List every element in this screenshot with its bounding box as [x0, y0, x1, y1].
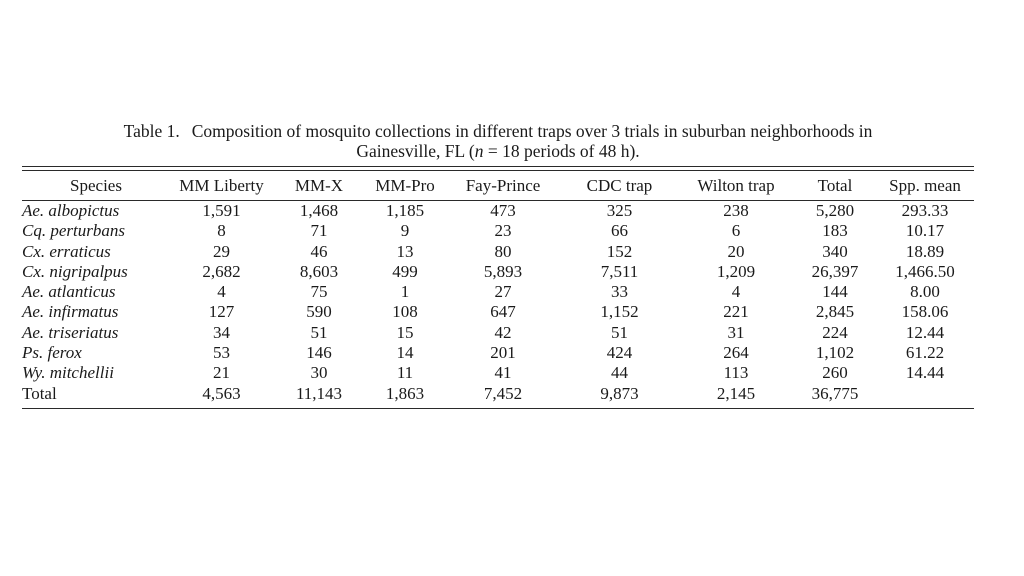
table-cell: 6 [731, 221, 741, 241]
table-cell: 12.44 [905, 322, 945, 342]
table-cell: 8 [217, 221, 226, 241]
table-row [22, 323, 974, 343]
table-cell: 473 [490, 201, 516, 220]
table-cell: 66 [611, 221, 628, 241]
table-cell: 14 [396, 343, 414, 363]
species-name: Cx. erraticus [22, 241, 111, 261]
table-cell: 1,468 [299, 201, 339, 220]
species-name: Cx. nigripalpus [22, 261, 128, 281]
table-row [22, 363, 974, 383]
table-cell: 1,209 [716, 261, 756, 281]
table-row [22, 242, 974, 262]
table-row [22, 343, 974, 363]
mosquito-table [22, 171, 974, 404]
table-cell: 11,143 [295, 383, 343, 403]
table-body [22, 201, 974, 404]
caption-line-2 [22, 141, 974, 161]
table-cell: 4 [217, 282, 226, 302]
table-cell: 499 [392, 261, 418, 281]
table-cell: 325 [606, 201, 633, 220]
table-caption [22, 121, 974, 161]
table-cell: 183 [822, 221, 848, 241]
table-cell: 127 [208, 302, 235, 322]
table-cell: 9,873 [600, 383, 639, 403]
table-cell: 5,280 [815, 201, 855, 220]
table-cell: 14.44 [905, 363, 945, 383]
table-cell: 590 [306, 302, 332, 322]
column-header: Wilton trap [697, 176, 775, 195]
table-cell: 340 [822, 241, 848, 261]
column-header: MM Liberty [179, 176, 264, 195]
column-header: Spp. mean [889, 176, 961, 195]
table-cell: 31 [727, 322, 745, 342]
table-cell: 42 [494, 322, 512, 342]
species-name: Ae. albopictus [22, 201, 120, 220]
table-row [22, 282, 974, 302]
caption-variable: n [474, 141, 484, 161]
table-cell: 36,775 [811, 383, 859, 403]
data-table-container [22, 166, 974, 409]
table-cell: 260 [822, 363, 848, 383]
table-cell: 293.33 [901, 201, 949, 220]
table-cell: 21 [213, 363, 230, 383]
table-cell: 51 [611, 322, 628, 342]
table-cell: 158.06 [901, 302, 949, 322]
species-name: Cq. perturbans [22, 221, 125, 241]
table-row [22, 262, 974, 282]
table-cell: 7,511 [600, 261, 639, 281]
table-row [22, 302, 974, 322]
table-cell: 10.17 [905, 221, 945, 241]
bottom-rule [22, 408, 974, 409]
table-cell: 152 [606, 241, 633, 261]
total-row [22, 384, 974, 404]
species-name: Ps. ferox [22, 343, 82, 363]
table-cell: 9 [400, 221, 410, 241]
species-name: Ae. infirmatus [22, 302, 119, 322]
table-cell: 51 [310, 322, 328, 342]
table-cell: 146 [306, 343, 332, 363]
table-cell: 5,893 [483, 261, 523, 281]
table-cell: 224 [822, 322, 848, 342]
caption-line-1 [22, 121, 974, 141]
table-cell: 46 [310, 241, 328, 261]
caption-text-2-post: = 18 periods of 48 h). [483, 141, 640, 161]
table-cell: 23 [494, 221, 512, 241]
table-header-row [22, 171, 974, 201]
table-cell: 113 [723, 363, 749, 383]
table-row [22, 221, 974, 241]
table-cell: 108 [392, 302, 418, 322]
species-name: Ae. triseriatus [22, 322, 119, 342]
table-cell: 1,102 [815, 343, 855, 363]
table-cell: 1,152 [600, 302, 639, 322]
table-cell: 20 [727, 241, 745, 261]
table-cell [876, 384, 974, 404]
table-cell: 11 [396, 363, 414, 383]
table-cell: 71 [310, 221, 328, 241]
table-cell: 80 [494, 241, 512, 261]
table-cell: 8,603 [299, 261, 339, 281]
table-cell: 4,563 [202, 383, 241, 403]
table-cell: 13 [396, 241, 414, 261]
table-cell: 27 [494, 282, 512, 302]
table-cell: 8.00 [910, 282, 940, 302]
table-cell: 34 [213, 322, 230, 342]
column-header: Fay-Prince [465, 176, 541, 195]
table-cell: 1,466.50 [895, 261, 955, 281]
table-cell: 18.89 [905, 241, 945, 261]
table-cell: 2,682 [202, 261, 241, 281]
column-header: Total [817, 176, 853, 195]
table-cell: 2,845 [815, 302, 855, 322]
caption-text-2-pre: Gainesville, FL ( [356, 141, 475, 161]
table-label: Table 1. [123, 121, 180, 141]
table-cell: 75 [310, 282, 328, 302]
column-header: MM-X [294, 176, 344, 195]
table-cell: 221 [723, 302, 749, 322]
table-cell: 238 [723, 201, 749, 220]
table-row [22, 201, 974, 221]
table-cell: 4 [731, 282, 741, 302]
table-cell: 53 [213, 343, 230, 363]
table-cell: 1 [400, 282, 410, 302]
column-header: Species [70, 176, 122, 195]
species-name: Ae. atlanticus [22, 282, 116, 302]
table-cell: 144 [822, 282, 848, 302]
caption-text-1: Composition of mosquito collections in different traps over 3 trials in suburban neighborhoods in [191, 121, 873, 141]
table-cell: 61.22 [905, 343, 945, 363]
table-cell: 1,863 [385, 383, 425, 403]
table-cell: 15 [396, 322, 414, 342]
table-cell: 264 [723, 343, 749, 363]
column-header: CDC trap [586, 176, 653, 195]
table-cell: 29 [213, 241, 230, 261]
total-label: Total [22, 383, 57, 403]
table-cell: 30 [310, 363, 328, 383]
table-cell: 26,397 [811, 261, 859, 281]
table-cell: 2,145 [716, 383, 756, 403]
table-cell: 33 [611, 282, 628, 302]
table-cell: 424 [606, 343, 633, 363]
table-cell: 1,185 [385, 201, 425, 220]
table-cell: 7,452 [483, 383, 523, 403]
table-cell: 41 [494, 363, 512, 383]
species-name: Wy. mitchellii [22, 363, 114, 383]
table-cell: 44 [611, 363, 628, 383]
table-cell: 201 [490, 343, 516, 363]
column-header: MM-Pro [375, 176, 435, 195]
table-cell: 647 [490, 302, 516, 322]
table-cell: 1,591 [202, 201, 241, 220]
